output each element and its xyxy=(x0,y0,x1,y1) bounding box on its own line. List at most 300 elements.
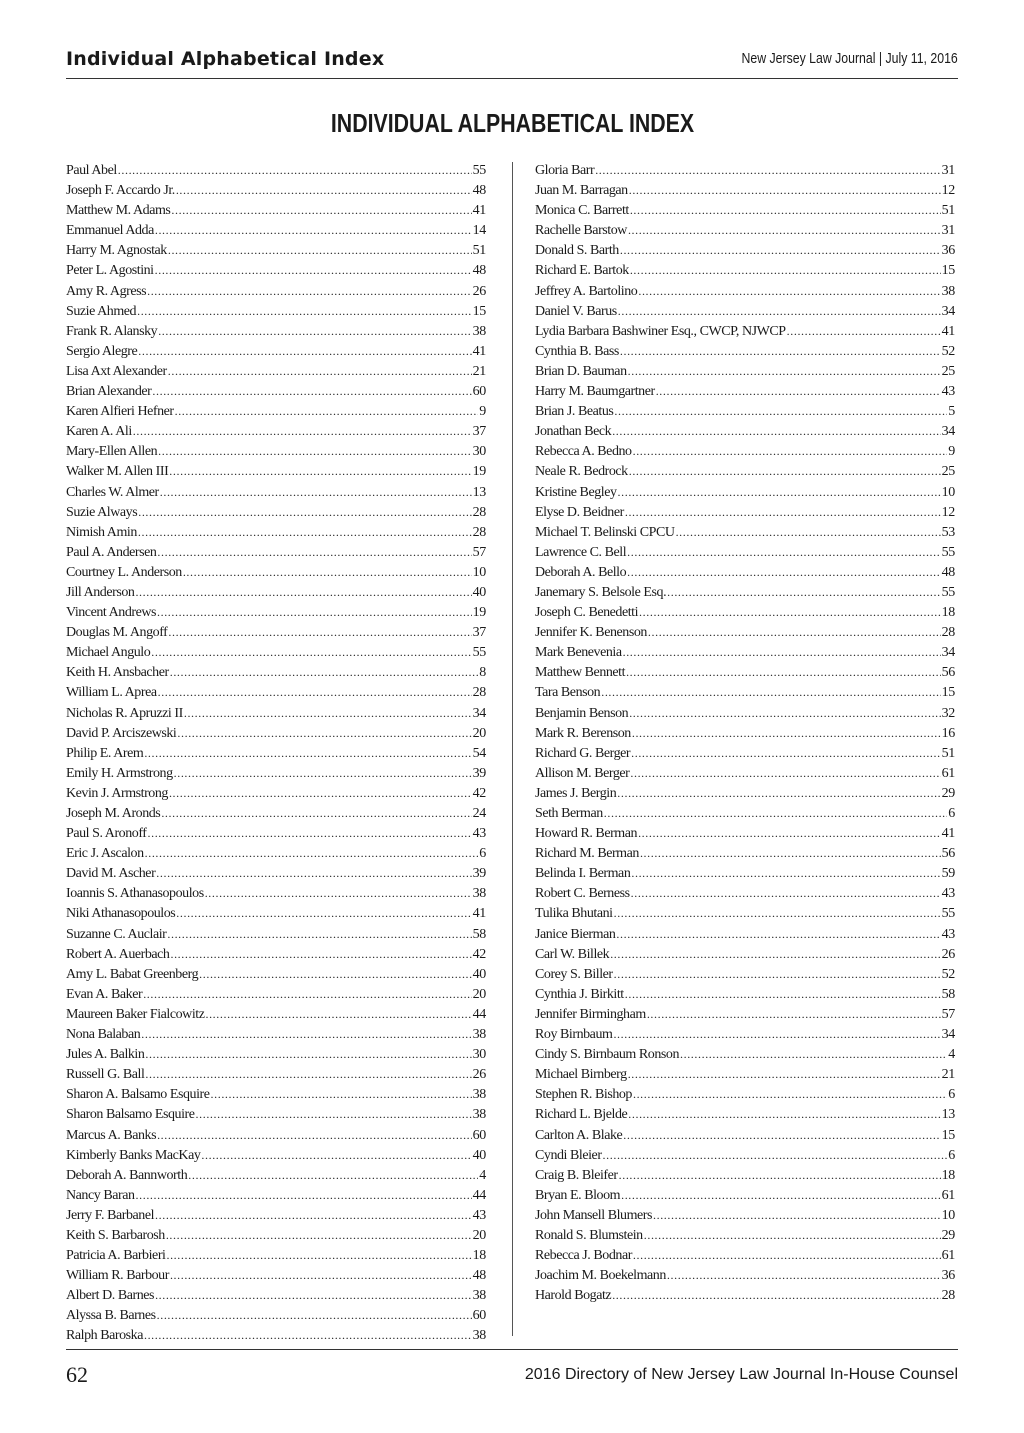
index-entry xyxy=(535,1064,955,1084)
dot-leader xyxy=(205,1004,471,1025)
dot-leader xyxy=(595,160,940,181)
index-entry xyxy=(66,743,486,763)
entry-name: Benjamin Benson xyxy=(535,705,629,721)
index-entry xyxy=(535,843,955,863)
dot-leader xyxy=(152,381,471,402)
index-entry xyxy=(535,361,955,381)
entry-page: 12 xyxy=(941,504,955,520)
entry-name: Janice Bierman xyxy=(535,926,616,942)
entry-page: 56 xyxy=(941,846,955,862)
entry-name: Lisa Axt Alexander xyxy=(66,363,167,379)
entry-page: 13 xyxy=(941,1107,955,1123)
index-entry xyxy=(535,903,955,923)
index-entry xyxy=(66,662,486,682)
entry-name: Donald S. Barth xyxy=(535,243,619,259)
entry-name: Walker M. Allen III xyxy=(66,464,169,480)
index-entry xyxy=(535,200,955,220)
entry-page: 48 xyxy=(941,564,955,580)
index-entry xyxy=(535,582,955,602)
entry-name: Richard E. Bartok xyxy=(535,263,629,279)
entry-name: Jules A. Balkin xyxy=(66,1047,145,1063)
entry-name: Daniel V. Barus xyxy=(535,303,617,319)
entry-name: Joseph F. Accardo Jr. xyxy=(66,183,175,199)
index-entry xyxy=(66,301,486,321)
entry-page: 28 xyxy=(472,524,486,540)
index-entry xyxy=(66,682,486,702)
entry-page: 38 xyxy=(941,283,955,299)
entry-name: Allison M. Berger xyxy=(535,765,630,781)
index-entry xyxy=(535,180,955,200)
index-entry xyxy=(535,682,955,702)
entry-page: 36 xyxy=(941,243,955,259)
entry-name: Harry M. Baumgartner xyxy=(535,384,655,400)
dot-leader xyxy=(156,863,471,884)
entry-name: Patricia A. Barbieri xyxy=(66,1248,166,1264)
entry-name: Russell G. Ball xyxy=(66,1067,145,1083)
index-entry xyxy=(66,1125,486,1145)
entry-page: 5 xyxy=(948,404,955,420)
entry-page: 28 xyxy=(941,625,955,641)
entry-name: Neale R. Bedrock xyxy=(535,464,628,480)
index-entry xyxy=(66,924,486,944)
index-entry xyxy=(66,160,486,180)
entry-page: 55 xyxy=(472,163,486,178)
index-entry xyxy=(535,703,955,723)
dot-leader xyxy=(630,200,941,221)
dot-leader xyxy=(653,1205,941,1226)
dot-leader xyxy=(158,321,471,342)
index-entry xyxy=(535,401,955,421)
index-entry xyxy=(66,220,486,240)
entry-name: Mary-Ellen Allen xyxy=(66,444,158,460)
index-entry xyxy=(66,1305,486,1325)
dot-leader xyxy=(157,1125,472,1146)
entry-name: Eric J. Ascalon xyxy=(66,846,144,862)
entry-name: Suzie Ahmed xyxy=(66,303,137,319)
dot-leader xyxy=(647,1004,941,1025)
dot-leader xyxy=(183,562,472,583)
index-entry xyxy=(535,1285,955,1305)
entry-name: Frank R. Alansky xyxy=(66,323,158,339)
dot-leader xyxy=(614,401,947,422)
entry-name: Paul Abel xyxy=(66,163,117,178)
index-entry xyxy=(66,863,486,883)
entry-page: 44 xyxy=(472,1006,486,1022)
entry-page: 53 xyxy=(941,524,955,540)
entry-page: 34 xyxy=(941,1027,955,1043)
index-entry xyxy=(535,723,955,743)
dot-leader xyxy=(135,582,471,603)
entry-page: 10 xyxy=(472,564,486,580)
index-entry xyxy=(66,622,486,642)
entry-page: 41 xyxy=(472,203,486,219)
index-column-right xyxy=(535,160,955,1305)
entry-page: 56 xyxy=(941,665,955,681)
entry-page: 28 xyxy=(941,1288,955,1304)
dot-leader xyxy=(630,260,941,281)
dot-leader xyxy=(626,662,941,683)
entry-page: 25 xyxy=(941,464,955,480)
dot-leader xyxy=(656,381,941,402)
entry-name: Deborah A. Bannworth xyxy=(66,1167,188,1183)
entry-name: Jonathan Beck xyxy=(535,424,612,440)
entry-page: 39 xyxy=(472,765,486,781)
dot-leader xyxy=(147,281,471,302)
entry-page: 42 xyxy=(472,785,486,801)
entry-page: 43 xyxy=(941,886,955,902)
entry-name: Richard M. Berman xyxy=(535,846,639,862)
entry-name: Karen A. Ali xyxy=(66,424,132,440)
entry-name: Matthew M. Adams xyxy=(66,203,171,219)
entry-page: 55 xyxy=(941,906,955,922)
entry-name: Joseph C. Benedetti xyxy=(535,605,639,621)
section-title: Individual Alphabetical Index xyxy=(66,48,385,70)
entry-name: Albert D. Barnes xyxy=(66,1288,155,1304)
index-entry xyxy=(535,461,955,481)
entry-page: 51 xyxy=(472,243,486,259)
entry-page: 13 xyxy=(472,484,486,500)
entry-page: 31 xyxy=(941,163,955,178)
index-entry xyxy=(66,461,486,481)
entry-name: Suzie Always xyxy=(66,504,138,520)
entry-name: Alyssa B. Barnes xyxy=(66,1308,156,1324)
entry-name: Sharon A. Balsamo Esquire xyxy=(66,1087,210,1103)
entry-page: 20 xyxy=(472,986,486,1002)
index-entry xyxy=(66,1265,486,1285)
dot-leader xyxy=(787,321,941,342)
entry-page: 6 xyxy=(948,1147,955,1163)
dot-leader xyxy=(667,582,940,603)
dot-leader xyxy=(623,1125,940,1146)
entry-name: Marcus A. Banks xyxy=(66,1127,157,1143)
dot-leader xyxy=(137,301,471,322)
dot-leader xyxy=(631,743,940,764)
index-entry xyxy=(66,562,486,582)
index-entry xyxy=(66,361,486,381)
entry-page: 40 xyxy=(472,1147,486,1163)
entry-name: Evan A. Baker xyxy=(66,986,143,1002)
dot-leader xyxy=(604,803,948,824)
index-entry xyxy=(66,502,486,522)
entry-name: Carl W. Billek xyxy=(535,946,610,962)
dot-leader xyxy=(628,1104,940,1125)
entry-page: 10 xyxy=(941,1207,955,1223)
entry-page: 52 xyxy=(941,343,955,359)
entry-name: Gloria Barr xyxy=(535,163,595,178)
entry-page: 39 xyxy=(472,866,486,882)
index-entry xyxy=(66,783,486,803)
dot-leader xyxy=(680,1044,947,1065)
index-entry xyxy=(535,1205,955,1225)
dot-leader xyxy=(627,542,940,563)
dot-leader xyxy=(628,361,941,382)
entry-name: Corey S. Biller xyxy=(535,966,613,982)
entry-page: 8 xyxy=(479,665,486,681)
index-entry xyxy=(535,522,955,542)
entry-name: Nimish Amin xyxy=(66,524,137,540)
entry-name: Niki Athanasopoulos xyxy=(66,906,176,922)
index-entry xyxy=(66,1064,486,1084)
entry-name: Cyndi Bleier xyxy=(535,1147,602,1163)
entry-name: Tulika Bhutani xyxy=(535,906,613,922)
entry-page: 58 xyxy=(472,926,486,942)
entry-name: Michael Angulo xyxy=(66,645,151,661)
index-entry xyxy=(535,341,955,361)
entry-page: 10 xyxy=(941,484,955,500)
entry-page: 42 xyxy=(472,946,486,962)
dot-leader xyxy=(169,783,472,804)
dot-leader xyxy=(145,1044,471,1065)
entry-page: 15 xyxy=(941,1127,955,1143)
index-entry xyxy=(535,622,955,642)
dot-leader xyxy=(144,743,471,764)
entry-page: 34 xyxy=(472,705,486,721)
entry-name: Peter L. Agostini xyxy=(66,263,154,279)
index-entry xyxy=(535,783,955,803)
entry-page: 4 xyxy=(479,1167,486,1183)
dot-leader xyxy=(619,1165,941,1186)
entry-page: 43 xyxy=(472,826,486,842)
entry-name: Emmanuel Adda xyxy=(66,223,154,239)
index-entry xyxy=(535,1004,955,1024)
entry-name: Keith H. Ansbacher xyxy=(66,665,169,681)
dot-leader xyxy=(603,1145,948,1166)
entry-page: 18 xyxy=(472,1248,486,1264)
entry-page: 20 xyxy=(472,725,486,741)
index-entry xyxy=(535,260,955,280)
entry-name: Courtney L. Anderson xyxy=(66,564,182,580)
index-entry xyxy=(66,883,486,903)
entry-page: 55 xyxy=(472,645,486,661)
index-entry xyxy=(535,321,955,341)
entry-page: 48 xyxy=(472,263,486,279)
index-entry xyxy=(535,924,955,944)
index-entry xyxy=(66,1205,486,1225)
dot-leader xyxy=(175,401,479,422)
entry-name: Harold Bogatz xyxy=(535,1288,612,1304)
entry-page: 26 xyxy=(472,1067,486,1083)
dot-leader xyxy=(628,220,941,241)
dot-leader xyxy=(170,1265,472,1286)
entry-page: 28 xyxy=(472,504,486,520)
entry-name: Stephen R. Bishop xyxy=(535,1087,632,1103)
dot-leader xyxy=(157,542,471,563)
index-entry xyxy=(66,542,486,562)
dot-leader xyxy=(614,903,941,924)
dot-leader xyxy=(138,341,471,362)
index-entry xyxy=(535,220,955,240)
dot-leader xyxy=(136,1185,472,1206)
dot-leader xyxy=(168,240,472,261)
entry-page: 43 xyxy=(941,384,955,400)
index-entry xyxy=(535,662,955,682)
entry-page: 19 xyxy=(472,464,486,480)
dot-leader xyxy=(155,1205,472,1226)
index-entry xyxy=(66,200,486,220)
dot-leader xyxy=(177,723,471,744)
entry-page: 15 xyxy=(472,303,486,319)
index-entry xyxy=(66,964,486,984)
entry-name: Cindy S. Birnbaum Ronson xyxy=(535,1047,679,1063)
dot-leader xyxy=(196,1104,472,1125)
dot-leader xyxy=(118,160,472,181)
dot-leader xyxy=(158,682,472,703)
dot-leader xyxy=(625,502,941,523)
entry-page: 52 xyxy=(941,966,955,982)
column-divider xyxy=(512,162,513,1336)
index-entry xyxy=(535,883,955,903)
entry-page: 48 xyxy=(472,1268,486,1284)
entry-name: Ronald S. Blumstein xyxy=(535,1227,643,1243)
entry-page: 4 xyxy=(948,1047,955,1063)
entry-name: Nancy Baran xyxy=(66,1187,135,1203)
entry-page: 29 xyxy=(941,1227,955,1243)
dot-leader xyxy=(184,703,472,724)
index-entry xyxy=(535,803,955,823)
entry-name: Kevin J. Armstrong xyxy=(66,785,168,801)
index-entry xyxy=(66,180,486,200)
entry-page: 14 xyxy=(472,223,486,239)
entry-page: 38 xyxy=(472,1087,486,1103)
entry-name: Matthew Bennett xyxy=(535,665,626,681)
entry-page: 48 xyxy=(472,183,486,199)
entry-page: 6 xyxy=(479,846,486,862)
dot-leader xyxy=(633,441,948,462)
entry-page: 60 xyxy=(472,1308,486,1324)
entry-page: 34 xyxy=(941,303,955,319)
entry-name: Ioannis S. Athanasopoulos xyxy=(66,886,204,902)
dot-leader xyxy=(618,482,941,503)
entry-page: 41 xyxy=(472,906,486,922)
entry-name: Rebecca A. Bedno xyxy=(535,444,632,460)
index-entry xyxy=(66,944,486,964)
entry-page: 57 xyxy=(941,1006,955,1022)
index-entry xyxy=(66,582,486,602)
index-entry xyxy=(535,1044,955,1064)
dot-leader xyxy=(628,1064,941,1085)
dot-leader xyxy=(631,883,941,904)
dot-leader xyxy=(620,240,941,261)
entry-name: Charles W. Almer xyxy=(66,484,159,500)
page-title-text: INDIVIDUAL ALPHABETICAL INDEX xyxy=(330,108,694,138)
entry-name: Amy R. Agress xyxy=(66,283,147,299)
dot-leader xyxy=(676,522,941,543)
entry-name: Brian D. Bauman xyxy=(535,363,627,379)
index-entry xyxy=(66,1024,486,1044)
entry-page: 26 xyxy=(472,283,486,299)
entry-page: 16 xyxy=(941,725,955,741)
dot-leader xyxy=(144,1325,472,1346)
index-entry xyxy=(66,1285,486,1305)
index-entry xyxy=(66,281,486,301)
entry-page: 43 xyxy=(472,1207,486,1223)
entry-name: Harry M. Agnostak xyxy=(66,243,167,259)
dot-leader xyxy=(638,281,940,302)
index-entry xyxy=(535,743,955,763)
dot-leader xyxy=(138,522,472,543)
entry-name: Jerry F. Barbanel xyxy=(66,1207,155,1223)
index-entry xyxy=(535,763,955,783)
dot-leader xyxy=(633,1245,941,1266)
index-entry xyxy=(66,1004,486,1024)
dot-leader xyxy=(610,944,940,965)
entry-name: Mark R. Berenson xyxy=(535,725,631,741)
entry-page: 37 xyxy=(472,424,486,440)
page-title xyxy=(0,108,1024,139)
index-entry xyxy=(66,1185,486,1205)
index-entry xyxy=(535,1125,955,1145)
footer-rule xyxy=(66,1349,958,1350)
dot-leader xyxy=(133,421,472,442)
index-entry xyxy=(535,823,955,843)
entry-page: 40 xyxy=(472,966,486,982)
entry-name: Michael T. Belinski CPCU xyxy=(535,524,675,540)
dot-leader xyxy=(648,622,941,643)
index-entry xyxy=(66,903,486,923)
dot-leader xyxy=(166,1245,471,1266)
index-entry xyxy=(535,642,955,662)
index-entry xyxy=(535,1245,955,1265)
dot-leader xyxy=(612,1285,940,1306)
entry-page: 44 xyxy=(472,1187,486,1203)
entry-name: Craig B. Bleifer xyxy=(535,1167,618,1183)
entry-page: 12 xyxy=(941,183,955,199)
entry-page: 57 xyxy=(472,544,486,560)
dot-leader xyxy=(143,984,471,1005)
entry-name: Jennifer Birmingham xyxy=(535,1006,646,1022)
entry-page: 31 xyxy=(941,223,955,239)
entry-name: Paul S. Aronoff xyxy=(66,826,147,842)
entry-page: 51 xyxy=(941,745,955,761)
index-entry xyxy=(66,421,486,441)
entry-name: James J. Bergin xyxy=(535,785,617,801)
index-entry xyxy=(535,381,955,401)
entry-name: Philip E. Arem xyxy=(66,745,144,761)
index-entry xyxy=(535,1145,955,1165)
index-entry xyxy=(66,240,486,260)
dot-leader xyxy=(170,662,479,683)
entry-page: 30 xyxy=(472,444,486,460)
entry-page: 55 xyxy=(941,584,955,600)
entry-page: 41 xyxy=(472,343,486,359)
dot-leader xyxy=(155,260,472,281)
dot-leader xyxy=(638,823,941,844)
dot-leader xyxy=(145,1064,471,1085)
entry-name: Lydia Barbara Bashwiner Esq., CWCP, NJWCP xyxy=(535,323,786,339)
entry-page: 9 xyxy=(948,444,955,460)
index-entry xyxy=(66,823,486,843)
entry-name: Cynthia B. Bass xyxy=(535,343,619,359)
index-entry xyxy=(66,321,486,341)
index-entry xyxy=(535,482,955,502)
dot-leader xyxy=(618,301,941,322)
entry-page: 26 xyxy=(941,946,955,962)
dot-leader xyxy=(630,763,940,784)
entry-name: Robert C. Berness xyxy=(535,886,630,902)
entry-name: Amy L. Babat Greenberg xyxy=(66,966,199,982)
entry-name: Howard R. Berman xyxy=(535,826,638,842)
index-entry xyxy=(66,522,486,542)
entry-name: Cynthia J. Birkitt xyxy=(535,986,624,1002)
dot-leader xyxy=(145,843,479,864)
entry-page: 6 xyxy=(948,1087,955,1103)
dot-leader xyxy=(620,341,941,362)
entry-name: Brian Alexander xyxy=(66,384,152,400)
entry-name: Maureen Baker Fialcowitz xyxy=(66,1006,205,1022)
dot-leader xyxy=(171,200,471,221)
index-entry xyxy=(66,843,486,863)
entry-name: Suzanne C. Auclair xyxy=(66,926,167,942)
